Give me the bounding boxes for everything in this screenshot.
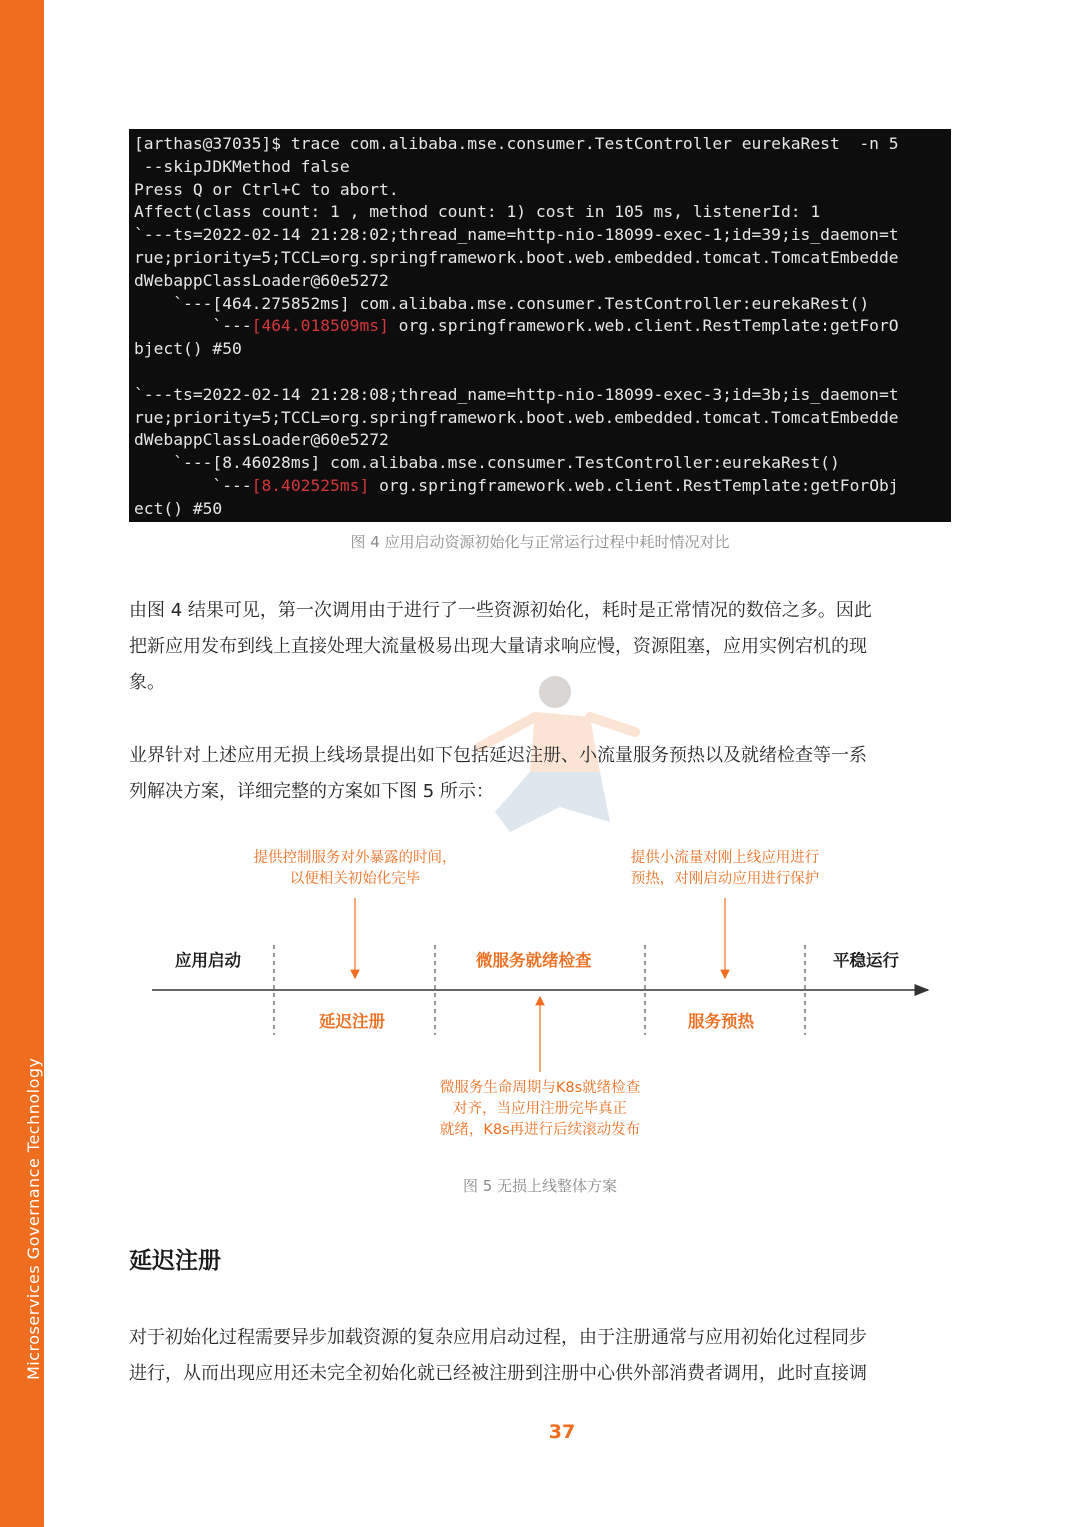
terminal-line	[134, 408, 899, 427]
terminal-text: Affect(class count: 1 , method count: 1) cost in 105 ms, listenerId: 1	[134, 202, 821, 222]
note-line: 以便相关初始化完毕	[289, 871, 421, 887]
paragraph-2-line: 业界针对上述应用无损上线场景提出如下包括延迟注册、小流量服务预热以及就绪检查等一系	[129, 745, 867, 766]
paragraph-1-line: 把新应用发布到线上直接处理大流量极易出现大量请求响应慢，资源阻塞，应用实例宕机的现	[129, 636, 867, 657]
readiness-note	[415, 1078, 665, 1141]
terminal-text: `---	[134, 316, 252, 336]
terminal-text: --skipJDKMethod false	[134, 156, 350, 176]
terminal-text: Press Q or Ctrl+C to abort.	[134, 179, 399, 199]
terminal-text: bject() #50	[134, 339, 242, 359]
paragraph-1-line: 象。	[129, 672, 165, 693]
note-line: 对齐，当应用注册完毕真正	[453, 1101, 627, 1117]
terminal-text: [arthas@37035]$ trace com.alibaba.mse.consumer.TestController eurekaRest -n 5	[134, 134, 899, 153]
paragraph-1-line: 由图 4 结果可见，第一次调用由于进行了一些资源初始化，耗时是正常情况的数倍之多。因此	[129, 600, 872, 621]
terminal-line	[134, 134, 899, 153]
terminal-text: `---[464.275852ms] com.alibaba.mse.consumer.TestController:eurekaRest()	[134, 293, 870, 313]
terminal-line	[134, 430, 389, 449]
terminal-line	[134, 157, 350, 176]
sidebar-vertical-text: Microservices Governance Technology	[24, 1057, 43, 1380]
stage-end-label: 平稳运行	[833, 951, 899, 970]
note-line: 就绪，K8s再进行后续滚动发布	[439, 1122, 641, 1138]
terminal-line	[134, 202, 820, 221]
paragraph-3-line: 进行，从而出现应用还未完全初始化就已经被注册到注册中心供外部消费者调用，此时直接调	[129, 1363, 867, 1384]
terminal-text: rue;priority=5;TCCL=org.springframework.boot.web.embedded.tomcat.TomcatEmbedde	[134, 407, 899, 427]
terminal-line	[134, 248, 899, 267]
paragraph-3	[129, 1320, 953, 1392]
delay-note	[240, 848, 470, 890]
figure4-caption: 图 4 应用启动资源初始化与正常运行过程中耗时情况对比	[350, 533, 730, 551]
terminal-text: `---	[134, 475, 252, 495]
terminal-text: dWebappClassLoader@60e5272	[134, 270, 389, 290]
note-line: 提供控制服务对外暴露的时间，	[253, 850, 457, 866]
warmup-note	[610, 848, 840, 890]
stage-start-label: 应用启动	[175, 951, 241, 970]
section-title: 延迟注册	[129, 1248, 221, 1274]
paragraph-2	[129, 738, 953, 810]
note-line: 微服务生命周期与K8s就绪检查	[439, 1080, 641, 1096]
terminal-line	[134, 294, 869, 313]
terminal-line	[134, 453, 840, 472]
note-line: 预热，对刚启动应用进行保护	[630, 871, 820, 887]
terminal-text: rue;priority=5;TCCL=org.springframework.boot.web.embedded.tomcat.TomcatEmbedde	[134, 247, 899, 267]
terminal-line	[134, 339, 242, 358]
terminal-line	[134, 476, 899, 495]
page-number: 37	[548, 1421, 576, 1443]
note-line: 提供小流量对刚上线应用进行	[630, 850, 820, 866]
terminal-line	[134, 225, 899, 244]
terminal-cost-highlight: [464.018509ms]	[251, 316, 389, 336]
stage-readiness-label: 微服务就绪检查	[476, 951, 592, 970]
figure5-diagram	[150, 840, 940, 1150]
terminal-output	[129, 129, 951, 522]
figure5-caption: 图 5 无损上线整体方案	[462, 1177, 618, 1195]
terminal-text: org.springframework.web.client.RestTemplate:getForO	[388, 316, 899, 336]
terminal-line	[134, 316, 899, 335]
paragraph-3-line: 对于初始化过程需要异步加载资源的复杂应用启动过程，由于注册通常与应用初始化过程同步	[129, 1327, 867, 1348]
terminal-text: `---[8.46028ms] com.alibaba.mse.consumer.TestController:eurekaRest()	[134, 453, 840, 473]
terminal-line	[134, 499, 222, 518]
terminal-text: dWebappClassLoader@60e5272	[134, 430, 389, 450]
terminal-line	[134, 385, 899, 404]
terminal-text: `---ts=2022-02-14 21:28:08;thread_name=http-nio-18099-exec-3;id=3b;is_daemon=t	[134, 384, 899, 404]
terminal-line	[134, 271, 389, 290]
terminal-text: org.springframework.web.client.RestTemplate:getForObj	[369, 475, 899, 495]
paragraph-2-line: 列解决方案，详细完整的方案如下图 5 所示：	[129, 781, 494, 802]
terminal-text: ect() #50	[134, 498, 223, 518]
terminal-line	[134, 180, 399, 199]
stage-delay-label: 延迟注册	[319, 1012, 385, 1031]
terminal-cost-highlight: [8.402525ms]	[251, 475, 370, 495]
stage-warmup-label: 服务预热	[688, 1012, 754, 1031]
terminal-text: `---ts=2022-02-14 21:28:02;thread_name=http-nio-18099-exec-1;id=39;is_daemon=t	[134, 225, 899, 245]
